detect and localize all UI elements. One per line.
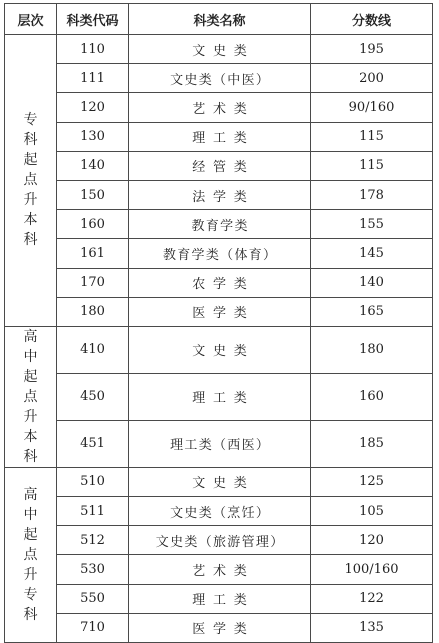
score-cell: 120	[311, 526, 433, 555]
score-cell: 115	[311, 122, 433, 151]
table-row	[5, 64, 433, 93]
table-header	[5, 4, 433, 35]
score-cell: 195	[311, 35, 433, 64]
score-cell: 105	[311, 497, 433, 526]
code-cell: 140	[57, 151, 129, 180]
score-cell: 125	[311, 467, 433, 496]
score-cell: 100/160	[311, 555, 433, 584]
name-cell: 医学类	[129, 297, 311, 326]
level-cell	[5, 326, 57, 467]
name-cell: 理工类	[129, 122, 311, 151]
name-cell: 医学类	[129, 613, 311, 642]
table-row	[5, 210, 433, 239]
code-cell: 451	[57, 420, 129, 467]
name-cell: 理工类（西医）	[129, 420, 311, 467]
table-row	[5, 373, 433, 420]
header-code: 科类代码	[57, 4, 129, 35]
table-row	[5, 555, 433, 584]
code-cell: 512	[57, 526, 129, 555]
name-cell: 艺术类	[129, 93, 311, 122]
table-row	[5, 420, 433, 467]
code-cell: 180	[57, 297, 129, 326]
table-row	[5, 613, 433, 642]
table-row	[5, 268, 433, 297]
name-cell: 教育学类（体育）	[129, 239, 311, 268]
header-row	[5, 4, 433, 35]
level-label: 高中起点升专科	[23, 486, 38, 623]
code-cell: 510	[57, 467, 129, 496]
table-row	[5, 297, 433, 326]
code-cell: 530	[57, 555, 129, 584]
code-cell: 160	[57, 210, 129, 239]
score-cell: 145	[311, 239, 433, 268]
score-cell: 180	[311, 326, 433, 373]
name-cell: 理工类	[129, 373, 311, 420]
code-cell: 511	[57, 497, 129, 526]
name-cell: 文史类（中医）	[129, 64, 311, 93]
score-cell: 122	[311, 584, 433, 613]
table-body	[5, 35, 433, 643]
header-score: 分数线	[311, 4, 433, 35]
score-cell: 200	[311, 64, 433, 93]
score-cell: 155	[311, 210, 433, 239]
name-cell: 教育学类	[129, 210, 311, 239]
name-cell: 法学类	[129, 180, 311, 209]
code-cell: 450	[57, 373, 129, 420]
score-cell: 90/160	[311, 93, 433, 122]
code-cell: 120	[57, 93, 129, 122]
score-cell: 178	[311, 180, 433, 209]
level-cell	[5, 35, 57, 327]
level-label: 高中起点升本科	[23, 328, 38, 465]
table-row	[5, 93, 433, 122]
score-cell: 140	[311, 268, 433, 297]
code-cell: 410	[57, 326, 129, 373]
code-cell: 111	[57, 64, 129, 93]
code-cell: 170	[57, 268, 129, 297]
score-cell: 160	[311, 373, 433, 420]
name-cell: 文史类	[129, 35, 311, 64]
score-cell: 185	[311, 420, 433, 467]
table-row	[5, 180, 433, 209]
score-cell: 165	[311, 297, 433, 326]
code-cell: 550	[57, 584, 129, 613]
level-label: 专科起点升本科	[23, 112, 38, 249]
name-cell: 农学类	[129, 268, 311, 297]
name-cell: 经管类	[129, 151, 311, 180]
header-name: 科类名称	[129, 4, 311, 35]
code-cell: 130	[57, 122, 129, 151]
score-table	[4, 3, 433, 643]
table-row	[5, 239, 433, 268]
name-cell: 文史类	[129, 326, 311, 373]
table-row	[5, 35, 433, 64]
code-cell: 110	[57, 35, 129, 64]
name-cell: 文史类（烹饪）	[129, 497, 311, 526]
table-row	[5, 467, 433, 496]
table-row	[5, 326, 433, 373]
code-cell: 710	[57, 613, 129, 642]
name-cell: 艺术类	[129, 555, 311, 584]
code-cell: 161	[57, 239, 129, 268]
table-row	[5, 584, 433, 613]
name-cell: 文史类	[129, 467, 311, 496]
table-row	[5, 151, 433, 180]
name-cell: 文史类（旅游管理）	[129, 526, 311, 555]
score-cell: 135	[311, 613, 433, 642]
score-cell: 115	[311, 151, 433, 180]
name-cell: 理工类	[129, 584, 311, 613]
table-row	[5, 122, 433, 151]
header-level: 层次	[5, 4, 57, 35]
table-row	[5, 526, 433, 555]
level-cell	[5, 467, 57, 642]
table-row	[5, 497, 433, 526]
code-cell: 150	[57, 180, 129, 209]
